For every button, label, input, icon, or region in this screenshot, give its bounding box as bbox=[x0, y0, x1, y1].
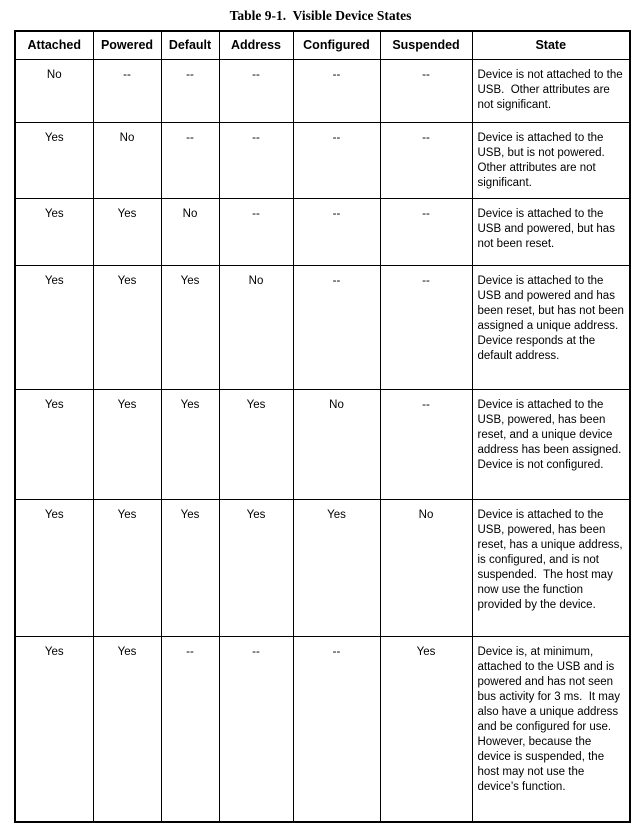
cell-address: Yes bbox=[219, 499, 293, 636]
cell-address: -- bbox=[219, 636, 293, 822]
cell-powered: Yes bbox=[93, 636, 161, 822]
cell-address: -- bbox=[219, 59, 293, 122]
cell-suspended: -- bbox=[380, 122, 472, 198]
cell-state: Device is attached to the USB and powered, but has not been reset. bbox=[472, 198, 630, 265]
table-row bbox=[15, 265, 630, 389]
cell-suspended: -- bbox=[380, 265, 472, 389]
table-row bbox=[15, 636, 630, 822]
cell-default: -- bbox=[161, 59, 219, 122]
cell-default: -- bbox=[161, 636, 219, 822]
column-header-attached: Attached bbox=[15, 31, 93, 59]
cell-powered: -- bbox=[93, 59, 161, 122]
cell-state: Device is attached to the USB, but is not powered. Other attributes are not significant. bbox=[472, 122, 630, 198]
cell-powered: Yes bbox=[93, 198, 161, 265]
column-header-powered: Powered bbox=[93, 31, 161, 59]
cell-powered: Yes bbox=[93, 389, 161, 499]
header-row bbox=[15, 31, 630, 59]
cell-configured: -- bbox=[293, 59, 380, 122]
table-title: Table 9-1. Visible Device States bbox=[229, 8, 412, 23]
cell-configured: No bbox=[293, 389, 380, 499]
cell-attached: Yes bbox=[15, 499, 93, 636]
cell-address: -- bbox=[219, 198, 293, 265]
cell-state: Device is, at minimum, attached to the USB and is powered and has not seen bus activity for 3 ms. It may also have a unique address and be configured for use. However, because the device is suspended, the host may not use the device’s function. bbox=[472, 636, 630, 822]
cell-address: No bbox=[219, 265, 293, 389]
table-row bbox=[15, 59, 630, 122]
cell-suspended: Yes bbox=[380, 636, 472, 822]
cell-attached: Yes bbox=[15, 636, 93, 822]
cell-default: No bbox=[161, 198, 219, 265]
cell-state: Device is attached to the USB, powered, has been reset, and a unique device address has been assigned. Device is not configured. bbox=[472, 389, 630, 499]
cell-default: -- bbox=[161, 122, 219, 198]
cell-attached: No bbox=[15, 59, 93, 122]
column-header-suspended: Suspended bbox=[380, 31, 472, 59]
cell-suspended: No bbox=[380, 499, 472, 636]
column-header-configured: Configured bbox=[293, 31, 380, 59]
cell-suspended: -- bbox=[380, 198, 472, 265]
cell-powered: No bbox=[93, 122, 161, 198]
cell-default: Yes bbox=[161, 265, 219, 389]
table-row bbox=[15, 198, 630, 265]
cell-address: Yes bbox=[219, 389, 293, 499]
column-header-state: State bbox=[472, 31, 630, 59]
cell-configured: -- bbox=[293, 198, 380, 265]
cell-attached: Yes bbox=[15, 389, 93, 499]
visible-device-states-table bbox=[14, 30, 631, 823]
cell-default: Yes bbox=[161, 499, 219, 636]
cell-powered: Yes bbox=[93, 265, 161, 389]
cell-suspended: -- bbox=[380, 59, 472, 122]
cell-state: Device is attached to the USB and powered and has been reset, but has not been assigned a unique address. Device responds at the default address. bbox=[472, 265, 630, 389]
cell-powered: Yes bbox=[93, 499, 161, 636]
table-row bbox=[15, 389, 630, 499]
cell-state: Device is not attached to the USB. Other attributes are not significant. bbox=[472, 59, 630, 122]
column-header-default: Default bbox=[161, 31, 219, 59]
cell-attached: Yes bbox=[15, 198, 93, 265]
cell-state: Device is attached to the USB, powered, has been reset, has a unique address, is configured, and is not suspended. The host may now use the function provided by the device. bbox=[472, 499, 630, 636]
cell-default: Yes bbox=[161, 389, 219, 499]
cell-configured: Yes bbox=[293, 499, 380, 636]
cell-configured: -- bbox=[293, 122, 380, 198]
cell-configured: -- bbox=[293, 265, 380, 389]
table-row bbox=[15, 122, 630, 198]
cell-attached: Yes bbox=[15, 122, 93, 198]
cell-attached: Yes bbox=[15, 265, 93, 389]
cell-configured: -- bbox=[293, 636, 380, 822]
cell-suspended: -- bbox=[380, 389, 472, 499]
cell-address: -- bbox=[219, 122, 293, 198]
column-header-address: Address bbox=[219, 31, 293, 59]
table-row bbox=[15, 499, 630, 636]
